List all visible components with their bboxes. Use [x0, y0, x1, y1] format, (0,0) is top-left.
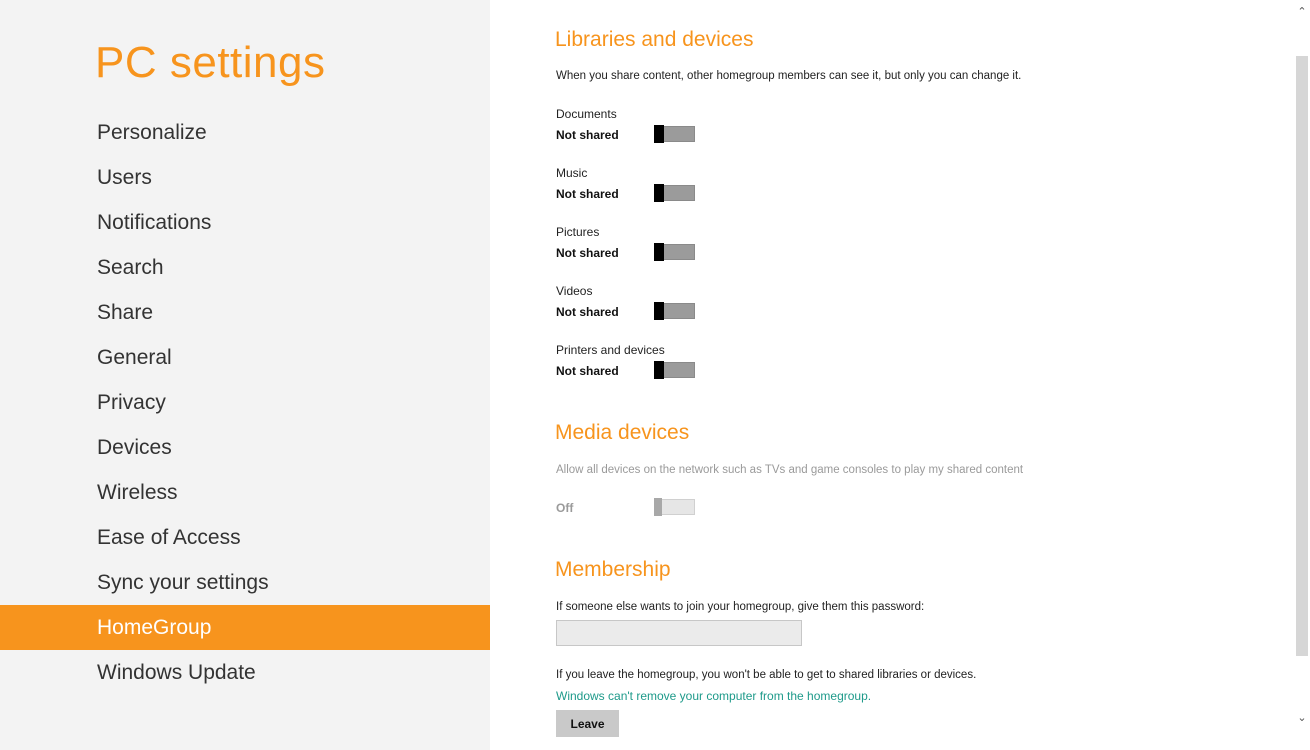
sidebar-item-privacy[interactable]: Privacy [97, 391, 166, 414]
app-title: PC settings [95, 38, 326, 87]
media-devices-toggle[interactable] [654, 499, 695, 515]
toggle-knob [654, 302, 664, 320]
leave-button[interactable]: Leave [556, 710, 619, 737]
sidebar-item-personalize[interactable]: Personalize [97, 121, 207, 144]
scroll-down-icon[interactable]: ⌄ [1297, 712, 1307, 724]
pictures-label: Pictures [556, 225, 600, 239]
sidebar-item-search[interactable]: Search [97, 256, 164, 279]
sidebar-item-homegroup[interactable]: HomeGroup [0, 605, 490, 650]
password-field[interactable] [556, 620, 802, 646]
toggle-knob [654, 125, 664, 143]
toggle-knob [654, 184, 664, 202]
media-section-title: Media devices [555, 421, 690, 444]
sidebar-item-ease-of-access[interactable]: Ease of Access [97, 526, 241, 549]
libraries-section-title: Libraries and devices [555, 28, 754, 51]
scrollbar[interactable] [1294, 0, 1310, 750]
videos-state: Not shared [556, 305, 619, 319]
password-prompt: If someone else wants to join your homegroup, give them this password: [556, 601, 925, 613]
sidebar-item-share[interactable]: Share [97, 301, 154, 324]
printers-and-devices-state: Not shared [556, 364, 619, 378]
videos-label: Videos [556, 284, 593, 298]
sidebar-item-devices[interactable]: Devices [97, 436, 172, 459]
music-toggle[interactable] [654, 185, 695, 201]
sidebar-item-sync-your-settings[interactable]: Sync your settings [97, 571, 269, 594]
membership-section-title: Membership [555, 558, 671, 581]
sidebar-item-general[interactable]: General [97, 346, 172, 369]
printers-and-devices-toggle[interactable] [654, 362, 695, 378]
music-label: Music [556, 166, 588, 180]
remove-error-link[interactable]: Windows can't remove your computer from the homegroup. [556, 689, 872, 703]
homegroup-settings-pane [491, 0, 1291, 750]
documents-label: Documents [556, 107, 617, 121]
sidebar-item-windows-update[interactable]: Windows Update [97, 661, 256, 684]
media-description: Allow all devices on the network such as TVs and game consoles to play my shared content [556, 464, 1024, 476]
pictures-toggle[interactable] [654, 244, 695, 260]
scroll-thumb[interactable] [1296, 56, 1308, 656]
toggle-knob [654, 243, 664, 261]
toggle-knob [654, 498, 662, 516]
libraries-description: When you share content, other homegroup members can see it, but only you can change it. [556, 70, 1022, 82]
sidebar-item-users[interactable]: Users [97, 166, 152, 189]
videos-toggle[interactable] [654, 303, 695, 319]
sidebar [0, 0, 490, 750]
scroll-up-icon[interactable]: ⌃ [1297, 6, 1307, 18]
toggle-knob [654, 361, 664, 379]
documents-state: Not shared [556, 128, 619, 142]
documents-toggle[interactable] [654, 126, 695, 142]
music-state: Not shared [556, 187, 619, 201]
sidebar-item-wireless[interactable]: Wireless [97, 481, 178, 504]
leave-info: If you leave the homegroup, you won't be able to get to shared libraries or devices. [556, 669, 977, 681]
pictures-state: Not shared [556, 246, 619, 260]
sidebar-nav [0, 110, 490, 695]
printers-and-devices-label: Printers and devices [556, 343, 665, 357]
media-state: Off [556, 501, 574, 515]
sidebar-item-notifications[interactable]: Notifications [97, 211, 212, 234]
